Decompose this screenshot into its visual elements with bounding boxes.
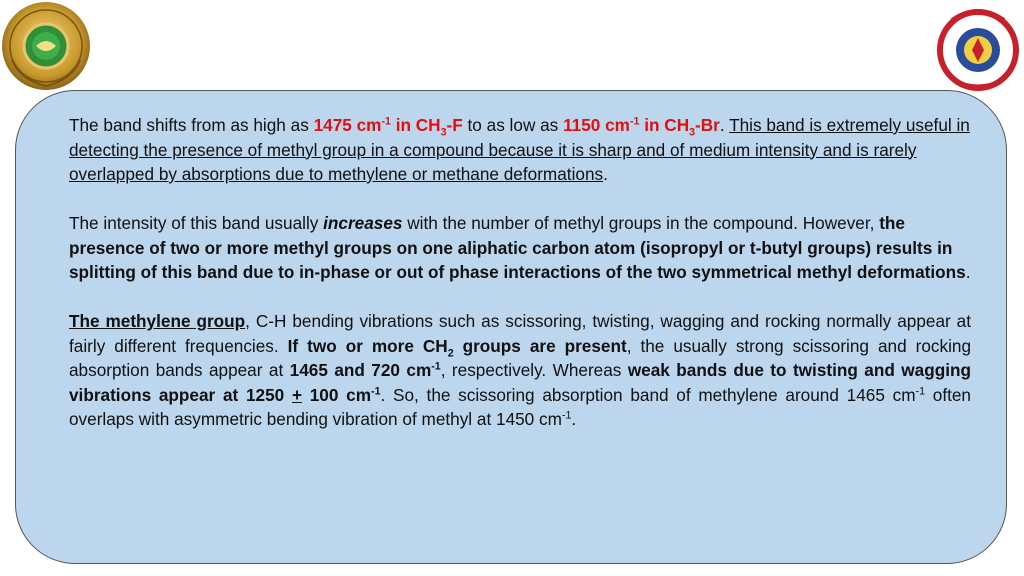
bold-splitting-text: the presence of two or more methyl groups on one aliphatic carbon atom (isopropyl or t-butyl groups) results in splitting of this band due to in-phase or out of phase interactions of the two symmetrical methyl deformations xyxy=(69,213,966,282)
bold-weak-bands: weak bands due to twisting and wagging vibrations appear at 1250 + 100 $cm^{-1}$ xyxy=(69,360,971,405)
underlined-usefulness-text: This band is extremely useful in detecting the presence of methyl group in a compound because it is sharp and of medium intensity and is rarely overlapped by absorptions due to methylene or methane deformations xyxy=(69,115,970,184)
slide-body xyxy=(69,113,971,456)
paragraph-methylene-group: The methylene group, C-H bending vibrations such as scissoring, twisting, wagging and rocking normally appear at fairly different frequencies. If two or more $CH_2$ groups are present, the usually strong scissoring and rocking absorption bands appear at 1465 and 720 $cm^{-1}$, respectively. Whereas weak bands due to twisting and wagging vibrations appear at 1250 + 100 $cm^{-1}$. So, the scissoring absorption band of methylene around 1465 $cm^{-1}$ often overlaps with asymmetric bending vibration of methyl at 1450 $cm^{-1}$. xyxy=(69,311,972,429)
bold-ch2-groups: If two or more $CH_2$ groups are present xyxy=(287,335,627,359)
university-seal-icon xyxy=(0,0,92,92)
methylene-group-heading: The methylene group xyxy=(69,311,246,331)
paragraph-band-intensity: The intensity of this band usually increases with the number of methyl groups in the compound. However, the presence of two or more methyl groups on one aliphatic carbon atom (isopropyl or t-butyl groups) results in splitting of this band due to in-phase or out of phase interactions of the two symmetrical methyl deformations. xyxy=(69,213,971,282)
emphasis-increases: increases xyxy=(323,213,403,233)
bold-1465-720: 1465 and 720 $cm^{-1}$ xyxy=(289,360,441,380)
paragraph-methyl-band-shift: The band shifts from as high as 1475 $cm^{-1}$ in $CH_3-F$ to as low as 1150 $cm^{-1}$ in $CH_3-Br$. This band is extremely useful in detecting the presence of methyl group in a compound because it is sharp and of medium intensity and is rarely overlapped by absorptions due to methylene or methane deformations. xyxy=(69,115,970,184)
pharmacy-college-logo-icon xyxy=(932,0,1024,92)
highlight-1475: 1475 $cm^{-1}$ in $CH_3-F$ xyxy=(313,115,463,139)
highlight-1150: 1150 $cm^{-1}$ in $CH_3-Br$ xyxy=(563,115,720,139)
